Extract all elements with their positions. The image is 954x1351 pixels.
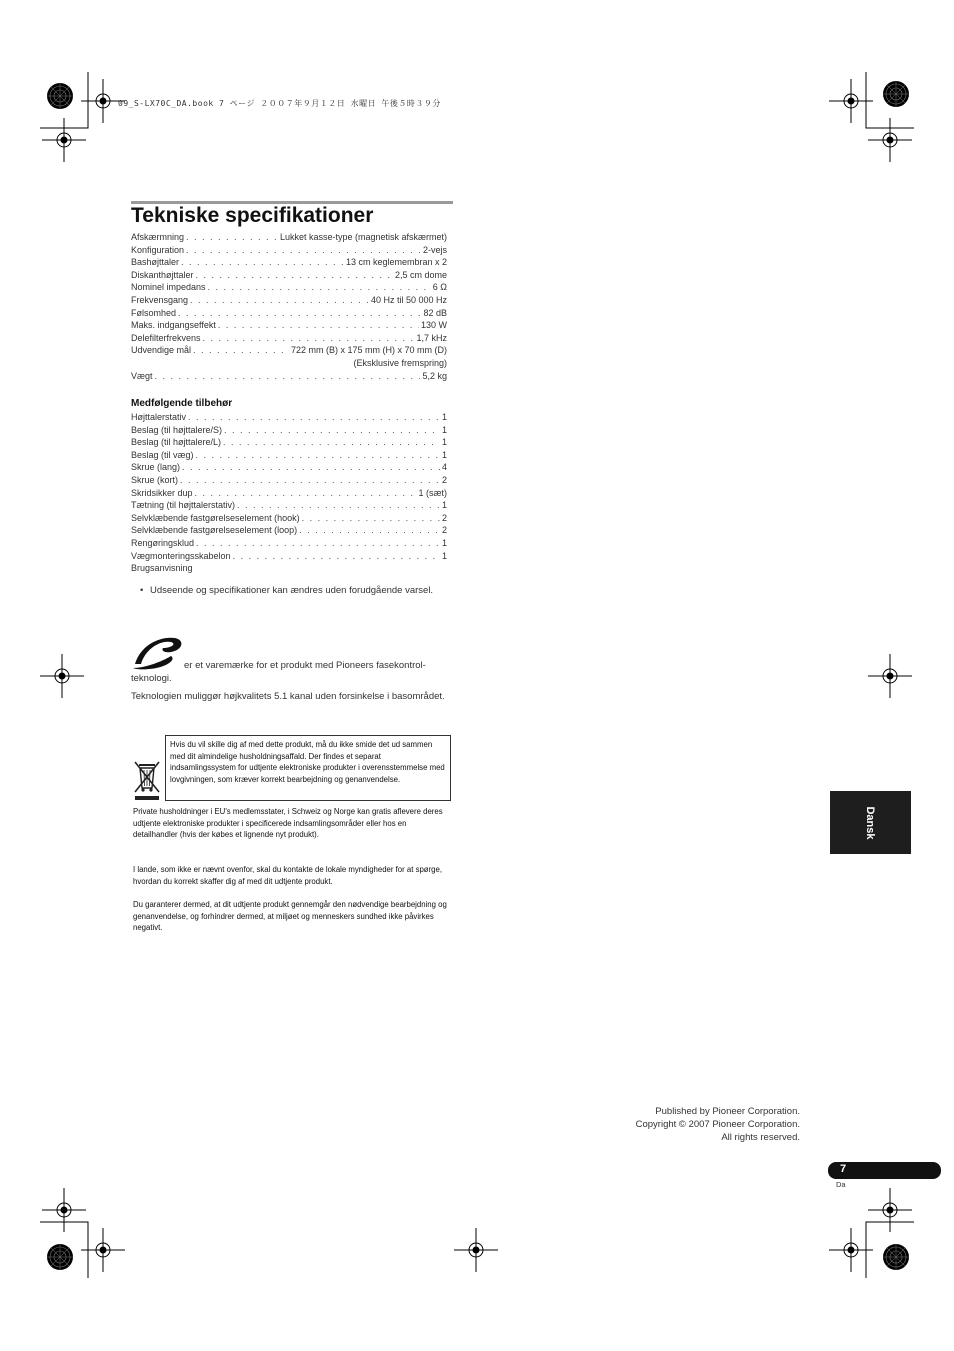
spec-row <box>131 281 447 294</box>
publisher-info <box>560 1105 800 1144</box>
accessory-row-label: Skridsikker dup <box>131 487 193 498</box>
accessory-row-value: 4 <box>441 462 447 473</box>
weee-paragraph-guarantee: Du garanterer dermed, at dit udtjente produkt gennemgår den nødvendige bearbejdning og genanvendelse, og forhindrer dermed, at miljøet og menneskers sundhed ikke påvirkes negativt. <box>133 900 447 932</box>
accessory-row-label: Selvklæbende fastgørelseselement (loop) <box>131 525 298 536</box>
accessory-row <box>131 461 447 474</box>
spec-row <box>131 319 447 332</box>
spec-list <box>131 231 447 382</box>
rosette-top-right <box>883 81 909 107</box>
accessory-row <box>131 411 447 424</box>
spec-row <box>131 231 447 244</box>
dot-leader <box>193 344 289 357</box>
spec-row-label: Bashøjttaler <box>131 257 180 268</box>
spec-row-label: Konfiguration <box>131 244 185 255</box>
accessory-row-label: Beslag (til væg) <box>131 449 194 460</box>
note-text: Udseende og specifikationer kan ændres uden forudgående varsel. <box>150 585 434 596</box>
spec-row <box>131 307 447 320</box>
accessory-row-value: 1 <box>441 412 447 422</box>
dot-leader <box>182 461 440 474</box>
dot-leader <box>218 319 419 332</box>
dot-leader <box>178 307 421 320</box>
accessory-row <box>131 449 447 462</box>
accessory-row-label: Vægmonteringsskabelon <box>131 550 231 561</box>
dot-leader <box>196 537 440 550</box>
language-side-tab <box>830 791 911 854</box>
spec-row <box>131 269 447 282</box>
spec-row-value: 130 W <box>420 320 447 331</box>
page-title: Tekniske specifikationer <box>131 204 374 227</box>
accessory-row-value: 1 <box>441 449 447 460</box>
accessory-row-value: 1 <box>441 537 447 548</box>
accessory-row-value: 1 <box>441 437 447 448</box>
accessory-row-label: Skrue (lang) <box>131 462 181 473</box>
accessory-row <box>131 436 447 449</box>
dot-leader <box>208 281 431 294</box>
accessory-row <box>131 550 447 563</box>
dot-leader <box>190 294 369 307</box>
spec-row-label: Vægt <box>131 370 153 381</box>
spec-row <box>131 370 447 383</box>
accessory-row-label: Beslag (til højttalere/S) <box>131 424 223 435</box>
dot-leader <box>196 269 393 282</box>
accessory-row-label: Tætning (til højttalerstativ) <box>131 500 236 511</box>
accessory-row-label: Højttalerstativ <box>131 412 187 422</box>
spec-row <box>131 332 447 345</box>
publisher-line: Published by Pioneer Corporation. <box>655 1106 800 1117</box>
spec-row-value: 1,7 kHz <box>416 332 447 343</box>
spec-row-value: 40 Hz til 50 000 Hz <box>370 294 447 305</box>
file-header: 09_S-LX70C_DA.book 7 ページ ２００７年９月１２日 水曜日 午後５時３９分 <box>118 99 441 108</box>
weee-paragraph-households: Private husholdninger i EU's medlemsstater, i Schweiz og Norge kan gratis aflevere deres udtjente elektroniske produkter i specificerede indsamlingsområder eller hos en detailhandler (hvis der købes et lignende nyt produkt). <box>133 807 443 839</box>
spec-row-value: (Eksklusive fremspring) <box>353 357 447 368</box>
accessory-row-value: 1 <box>441 424 447 435</box>
accessory-row-label: Skrue (kort) <box>131 474 179 485</box>
weee-notice-box: Hvis du vil skille dig af med dette produkt, må du ikke smide det ud sammen med dit almindelige husholdningsaffald. Der findes et separat indsamlingssystem for udtjente elektroniske produkter i overensstemmelse med lovgivningen, som kræver korrekt bearbejdning og genanvendelse. <box>165 735 451 801</box>
spec-row-label: Frekvensgang <box>131 294 189 305</box>
spec-change-note <box>140 585 445 598</box>
spec-row-value: 722 mm (B) x 175 mm (H) x 70 mm (D) <box>290 345 447 356</box>
dot-leader <box>195 487 417 500</box>
dot-leader <box>223 436 440 449</box>
dot-leader <box>196 449 440 462</box>
page-number-pill <box>828 1162 941 1179</box>
accessory-row-label: Beslag (til højttalere/L) <box>131 437 222 448</box>
spec-row <box>131 344 447 357</box>
accessory-row <box>131 487 447 500</box>
spec-row-label: Diskanthøjttaler <box>131 269 194 280</box>
trademark-text: er et varemærke for et produkt med Pioneers fasekontrol-teknologi. <box>131 660 426 684</box>
spec-row-label: Følsomhed <box>131 307 177 318</box>
dot-leader <box>203 332 415 345</box>
spec-row-value: 2,5 cm dome <box>394 269 447 280</box>
spec-row <box>131 294 447 307</box>
accessory-row-label: Rengøringsklud <box>131 537 195 548</box>
spec-row-label: Maks. indgangseffekt <box>131 320 216 331</box>
rosette-top-left <box>47 83 73 109</box>
rosette-bottom-right <box>883 1244 909 1270</box>
accessories-list <box>131 411 447 575</box>
dot-leader <box>186 244 421 257</box>
rosette-bottom-left <box>47 1244 73 1270</box>
dot-leader <box>188 411 440 424</box>
spec-row-value: 13 cm keglemembran x 2 <box>345 257 447 268</box>
accessory-row-value: 1 <box>441 500 447 511</box>
dot-leader <box>233 550 440 563</box>
accessory-row <box>131 537 447 550</box>
spec-row-value: Lukket kasse-type (magnetisk afskærmet) <box>279 232 447 242</box>
dot-leader <box>181 256 344 269</box>
spec-row-label: Udvendige mål <box>131 345 192 356</box>
dot-leader <box>224 424 440 437</box>
accessories-heading: Medfølgende tilbehør <box>131 398 233 409</box>
spec-row-value: 6 Ω <box>432 282 447 293</box>
dot-leader <box>302 512 440 525</box>
accessory-row <box>131 512 447 525</box>
accessory-row-label: Brugsanvisning <box>131 563 193 574</box>
spec-row <box>131 256 447 269</box>
copyright-line: Copyright © 2007 Pioneer Corporation. <box>635 1119 800 1130</box>
spec-row-label: Delefilterfrekvens <box>131 332 201 343</box>
language-tab-label: Dansk <box>864 806 876 840</box>
accessory-row <box>131 499 447 512</box>
weee-paragraph-other-countries: I lande, som ikke er nævnt ovenfor, skal du kontakte de lokale myndigheder for at spørge, hvordan du korrekt skaffer dig af med dit udtjente produkt. <box>133 865 443 886</box>
accessory-row-label: Selvklæbende fastgørelseselement (hook) <box>131 512 300 523</box>
accessory-row <box>131 562 447 575</box>
spec-row-label: Afskærmning <box>131 232 185 242</box>
rights-line: All rights reserved. <box>721 1132 800 1143</box>
dot-leader <box>186 231 278 244</box>
accessory-row-value: 1 <box>441 550 447 561</box>
spec-row-value: 5,2 kg <box>422 370 447 381</box>
page-number: 7 <box>840 1163 847 1175</box>
technology-text: Teknologien muliggør højkvalitets 5.1 kanal uden forsinkelse i basområdet. <box>131 691 445 702</box>
spec-row <box>131 357 447 370</box>
crossed-bin-icon <box>131 758 163 802</box>
bullet-icon: • <box>140 585 144 596</box>
spec-row <box>131 244 447 257</box>
spec-row-label: Nominel impedans <box>131 282 206 293</box>
dot-leader <box>237 499 440 512</box>
page-language-code: Da <box>836 1180 846 1189</box>
accessory-row-value: 2 <box>441 474 447 485</box>
dot-leader <box>155 370 421 383</box>
accessory-row <box>131 524 447 537</box>
accessory-row-value: 2 <box>441 512 447 523</box>
spec-row-value: 2-vejs <box>422 244 447 255</box>
accessory-row-value: 2 <box>441 525 447 536</box>
accessory-row <box>131 424 447 437</box>
spec-row-value: 82 dB <box>423 307 447 318</box>
dot-leader <box>299 524 440 537</box>
dot-leader <box>180 474 440 487</box>
accessory-row-value: 1 (sæt) <box>418 487 447 498</box>
accessory-row <box>131 474 447 487</box>
